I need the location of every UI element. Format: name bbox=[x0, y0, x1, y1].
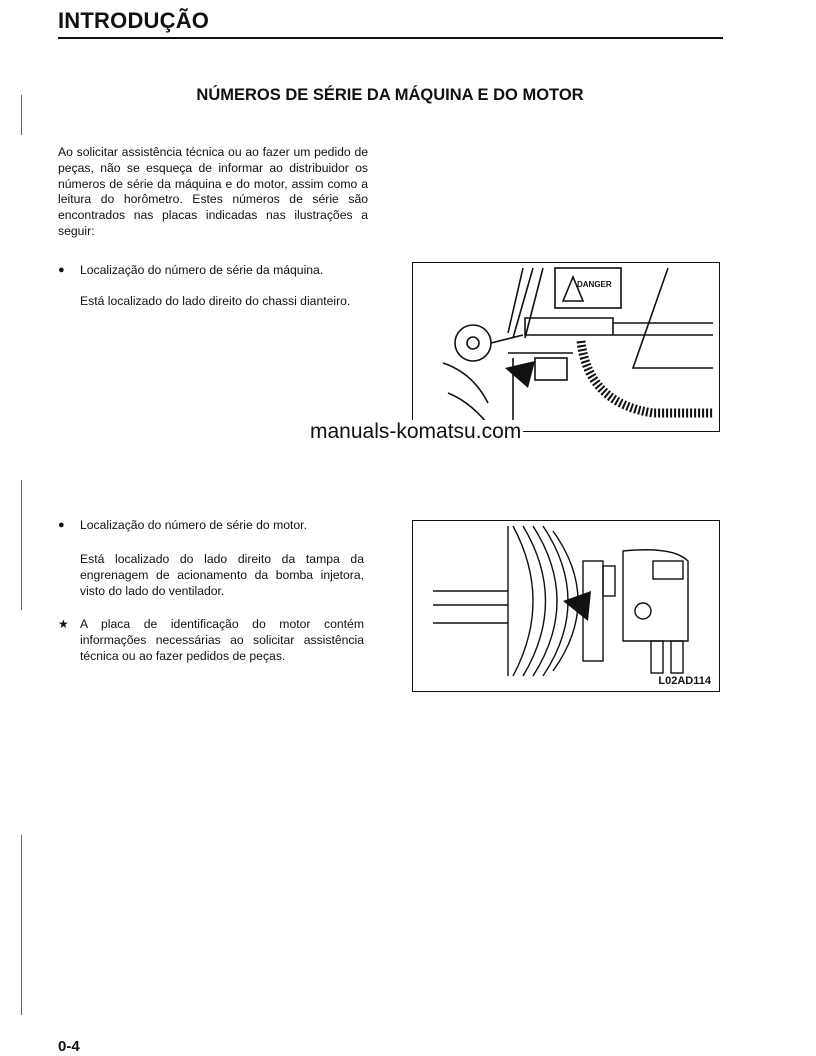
machine-serial-plate-figure bbox=[412, 262, 720, 432]
intro-paragraph: Ao solicitar assistência técnica ou ao fazer um pedido de peças, não se esqueça de informar ao distribuidor os números de série da máquina e do motor, assim como a leitura do horômetro. Estes números de série são encontrados nas placas indicadas nas ilustrações a seguir: bbox=[58, 145, 368, 238]
list-item-engine-serial bbox=[58, 518, 368, 598]
engine-serial-plate-figure bbox=[412, 520, 720, 692]
engine-illustration bbox=[413, 521, 719, 691]
star-icon: ★ bbox=[58, 617, 69, 631]
watermark: manuals-komatsu.com bbox=[310, 420, 522, 443]
bullet-icon: ● bbox=[58, 519, 65, 531]
item-detail: Está localizado do lado direito da tampa da engrenagem de acionamento da bomba injetora, visto do lado do ventilador. bbox=[80, 552, 364, 598]
margin-mark bbox=[21, 480, 22, 610]
note-text: A placa de identificação do motor contém informações necessárias ao solicitar assistência técnica ou ao fazer pedidos de peças. bbox=[80, 617, 364, 663]
note-item bbox=[58, 617, 368, 667]
margin-mark bbox=[21, 835, 22, 1015]
list-item-machine-serial bbox=[58, 263, 368, 333]
danger-label: DANGER bbox=[577, 280, 612, 289]
item-detail: Está localizado do lado direito do chassi dianteiro. bbox=[80, 294, 351, 308]
item-title: Localização do número de série da máquina. bbox=[80, 263, 324, 277]
page-heading: NÚMEROS DE SÉRIE DA MÁQUINA E DO MOTOR bbox=[196, 86, 584, 104]
figure-code: L02AD114 bbox=[658, 675, 711, 687]
bullet-icon: ● bbox=[58, 264, 65, 276]
item-title: Localização do número de série do motor. bbox=[80, 518, 307, 532]
section-title: INTRODUÇÃO bbox=[58, 8, 210, 33]
page-number: 0-4 bbox=[58, 1038, 80, 1055]
title-rule bbox=[58, 37, 723, 39]
machine-illustration bbox=[413, 263, 719, 431]
